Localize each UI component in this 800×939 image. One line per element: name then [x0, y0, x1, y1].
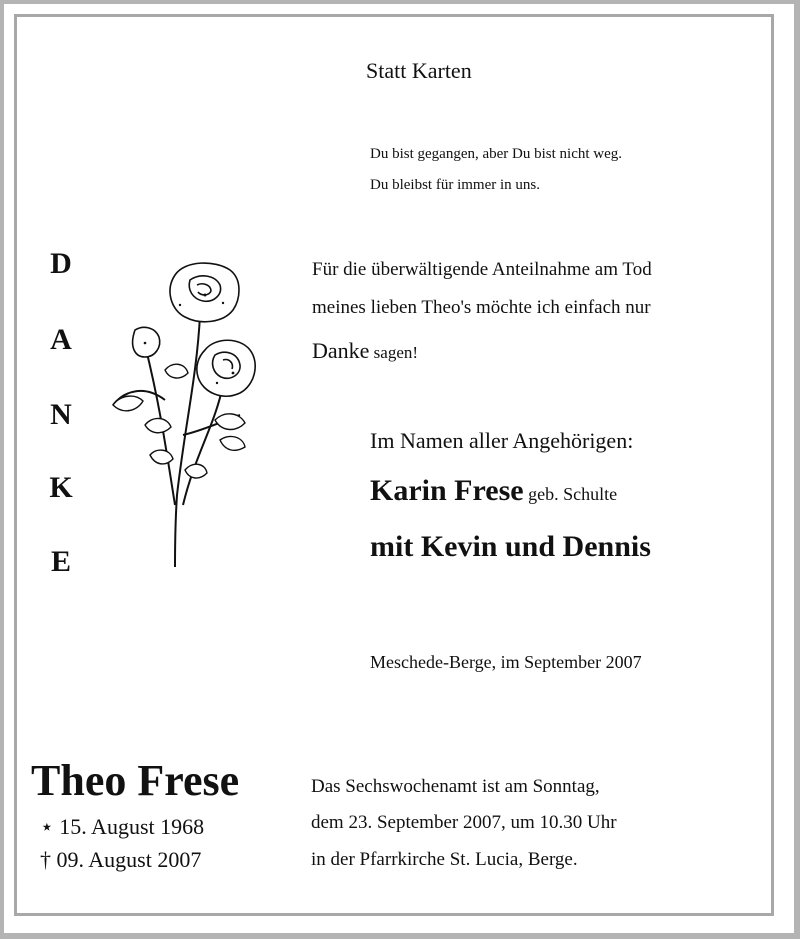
header-title: Statt Karten: [366, 58, 472, 83]
death-date: † 09. August 2007: [40, 847, 202, 872]
sagen-text: sagen!: [369, 343, 419, 362]
deceased-name: Theo Frese: [31, 756, 240, 805]
danke-letter-k: K: [49, 471, 73, 504]
message-line-2: meines lieben Theo's möchte ich einfach nur: [312, 297, 651, 318]
poem-line-1: Du bist gegangen, aber Du bist nicht weg.: [370, 146, 623, 162]
family-name: [370, 474, 617, 508]
message-line-3: [312, 338, 418, 364]
danke-letter-n: N: [50, 398, 72, 431]
danke-word: Danke: [312, 338, 370, 363]
rose-illustration-icon: [105, 255, 265, 570]
message-line-1: Für die überwältigende Anteilnahme am Tod: [312, 259, 652, 280]
danke-letter-d: D: [50, 247, 72, 280]
poem-line-2: Du bleibst für immer in uns.: [370, 177, 540, 193]
birth-date: ⋆ 15. August 1968: [40, 814, 205, 839]
family-children: mit Kevin und Dennis: [370, 530, 651, 563]
family-intro: Im Namen aller Angehörigen:: [370, 428, 634, 453]
danke-letter-e: E: [50, 545, 71, 578]
maiden-name: geb. Schulte: [523, 484, 618, 504]
widow-name: Karin Frese: [370, 474, 524, 507]
place-date: Meschede-Berge, im September 2007: [370, 652, 642, 672]
service-line-3: in der Pfarrkirche St. Lucia, Berge.: [311, 849, 578, 870]
service-line-2: dem 23. September 2007, um 10.30 Uhr: [311, 812, 617, 833]
danke-letter-a: A: [50, 323, 72, 356]
service-line-1: Das Sechswochenamt ist am Sonntag,: [311, 776, 600, 797]
